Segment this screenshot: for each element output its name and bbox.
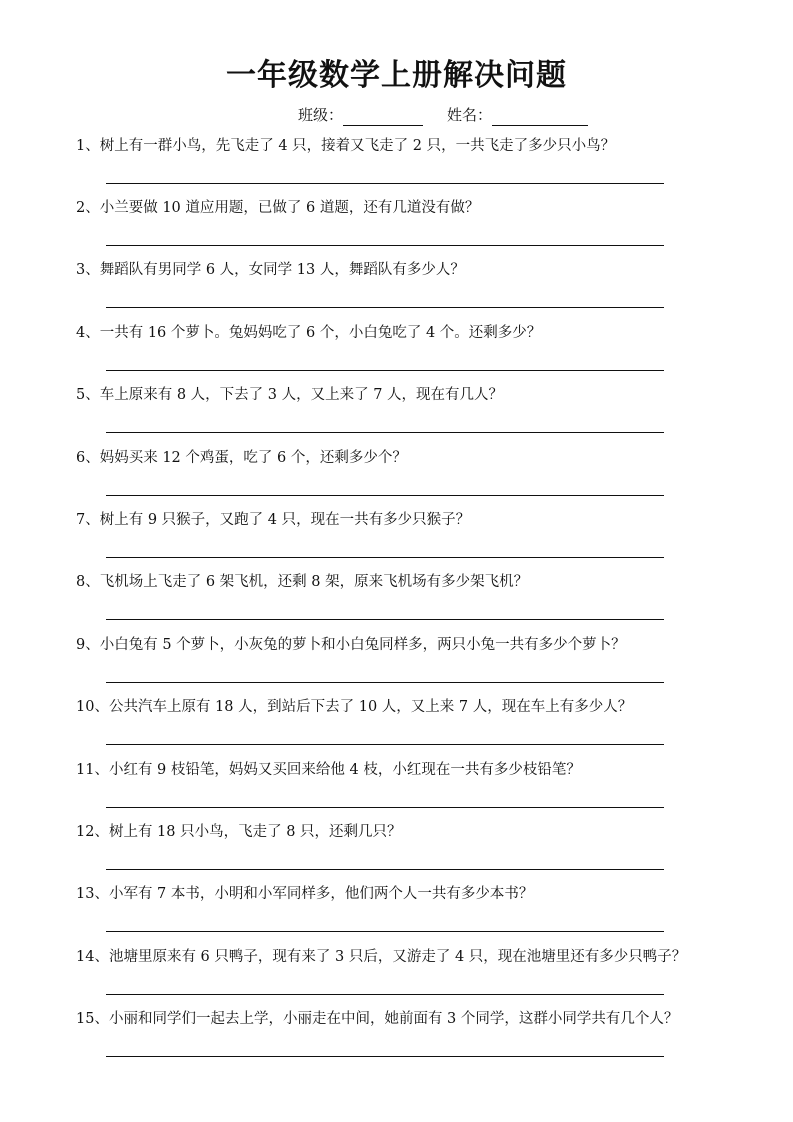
question-text: 10、公共汽车上原有 18 人，到站后下去了 10 人，又上来 7 人，现在车上有多少人？ (76, 699, 633, 715)
answer-line[interactable] (106, 1056, 664, 1057)
question-5 (76, 385, 776, 447)
name-blank[interactable] (492, 107, 588, 126)
answer-line[interactable] (106, 557, 664, 558)
question-11 (76, 760, 776, 822)
question-text: 7、树上有 9 只猴子，又跑了 4 只，现在一共有多少只猴子？ (76, 512, 471, 528)
answer-line[interactable] (106, 245, 664, 246)
answer-line[interactable] (106, 495, 664, 496)
question-text: 8、飞机场上飞走了 6 架飞机，还剩 8 架，原来飞机场有多少架飞机？ (76, 574, 529, 590)
question-10 (76, 697, 776, 759)
answer-line[interactable] (106, 432, 664, 433)
answer-line[interactable] (106, 807, 664, 808)
question-text: 2、小兰要做 10 道应用题，已做了 6 道题，还有几道没有做？ (76, 200, 480, 216)
question-15 (76, 1009, 776, 1071)
question-text: 6、妈妈买来 12 个鸡蛋，吃了 6 个，还剩多少个？ (76, 450, 407, 466)
name-label: 姓名： (447, 106, 493, 124)
class-label: 班级： (298, 106, 344, 124)
question-9 (76, 635, 776, 697)
answer-line[interactable] (106, 183, 664, 184)
question-6 (76, 448, 776, 510)
question-text: 13、小军有 7 本书，小明和小军同样多，他们两个人一共有多少本书？ (76, 886, 534, 902)
answer-line[interactable] (106, 370, 664, 371)
question-text: 1、树上有一群小鸟，先飞走了 4 只，接着又飞走了 2 只，一共飞走了多少只小鸟？ (76, 138, 616, 154)
answer-line[interactable] (106, 307, 664, 308)
answer-line[interactable] (106, 994, 664, 995)
question-12 (76, 822, 776, 884)
question-1 (76, 136, 776, 198)
question-text: 9、小白兔有 5 个萝卜，小灰兔的萝卜和小白兔同样多，两只小兔一共有多少个萝卜？ (76, 637, 626, 653)
question-text: 5、车上原来有 8 人，下去了 3 人，又上来了 7 人，现在有几人？ (76, 387, 504, 403)
answer-line[interactable] (106, 619, 664, 620)
answer-line[interactable] (106, 682, 664, 683)
question-text: 3、舞蹈队有男同学 6 人，女同学 13 人，舞蹈队有多少人？ (76, 262, 465, 278)
student-info-row (298, 104, 588, 126)
page-title: 一年级数学上册解决问题 (226, 58, 567, 93)
question-7 (76, 510, 776, 572)
question-text: 12、树上有 18 只小鸟，飞走了 8 只，还剩几只？ (76, 824, 402, 840)
question-14 (76, 947, 776, 1009)
answer-line[interactable] (106, 869, 664, 870)
question-4 (76, 323, 776, 385)
question-3 (76, 260, 776, 322)
question-text: 14、池塘里原来有 6 只鸭子，现有来了 3 只后，又游走了 4 只，现在池塘里还有多少只鸭子？ (76, 949, 687, 965)
question-text: 4、一共有 16 个萝卜。兔妈妈吃了 6 个，小白兔吃了 4 个。还剩多少？ (76, 325, 542, 341)
question-8 (76, 572, 776, 634)
answer-line[interactable] (106, 744, 664, 745)
question-13 (76, 884, 776, 946)
class-blank[interactable] (343, 107, 423, 126)
answer-line[interactable] (106, 931, 664, 932)
question-2 (76, 198, 776, 260)
question-text: 11、小红有 9 枝铅笔，妈妈又买回来给他 4 枝，小红现在一共有多少枝铅笔？ (76, 762, 581, 778)
question-text: 15、小丽和同学们一起去上学，小丽走在中间，她前面有 3 个同学，这群小同学共有几个人？ (76, 1011, 679, 1027)
